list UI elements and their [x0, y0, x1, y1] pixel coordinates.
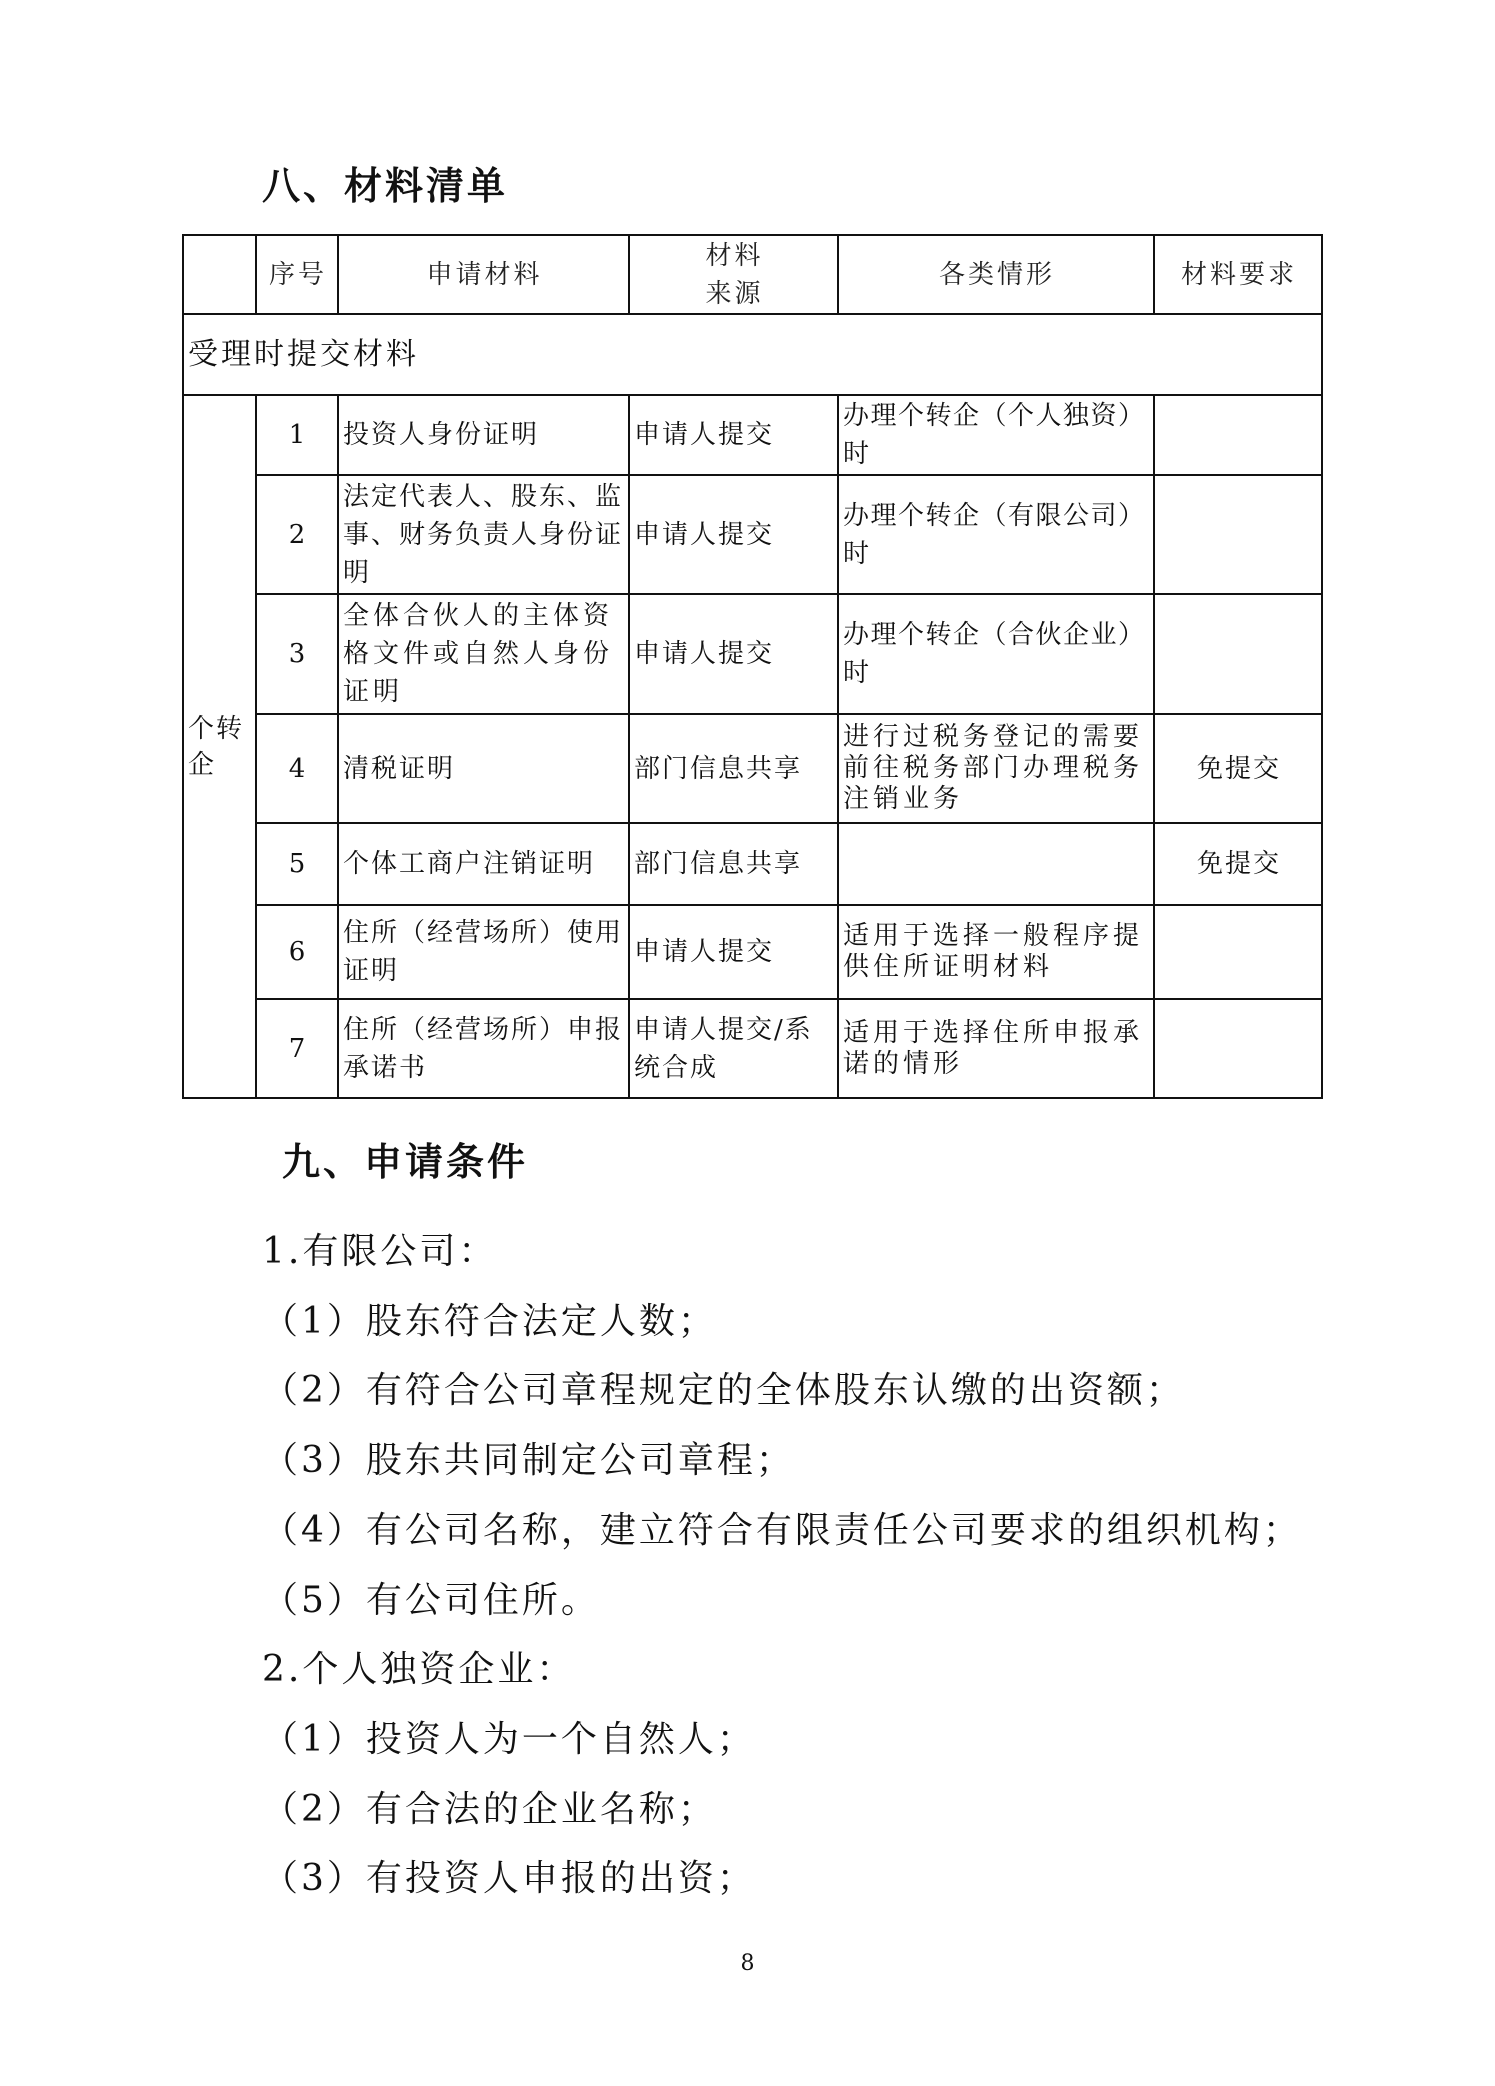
row-material: 住所（经营场所）申报承诺书: [338, 999, 629, 1098]
row-requirement: 免提交: [1154, 823, 1322, 905]
condition-item: （2）有合法的企业名称；: [262, 1788, 717, 1830]
condition-item: （1）股东符合法定人数；: [262, 1300, 717, 1342]
condition-item: （1）投资人为一个自然人；: [262, 1718, 756, 1760]
header-index: 序号: [256, 235, 338, 314]
row-material: 住所（经营场所）使用证明: [338, 905, 629, 999]
table-row: [183, 714, 1322, 823]
table-row: [183, 395, 1322, 475]
condition-group-title: 2.个人独资企业：: [262, 1649, 576, 1691]
table-row: [183, 475, 1322, 594]
row-requirement: [1154, 905, 1322, 999]
condition-item: （4）有公司名称，建立符合有限责任公司要求的组织机构；: [262, 1509, 1302, 1551]
row-source: 申请人提交: [629, 594, 838, 714]
table-row: [183, 823, 1322, 905]
row-situation: 适用于选择一般程序提供住所证明材料: [838, 905, 1154, 999]
row-material: 法定代表人、股东、监事、财务负责人身份证明: [338, 475, 629, 594]
table-row: [183, 905, 1322, 999]
row-situation: [838, 823, 1154, 905]
row-index: 4: [256, 714, 338, 823]
row-material: 个体工商户注销证明: [338, 823, 629, 905]
row-source: 申请人提交: [629, 475, 838, 594]
row-situation: 适用于选择住所申报承诺的情形: [838, 999, 1154, 1098]
row-source: 部门信息共享: [629, 823, 838, 905]
row-index: 6: [256, 905, 338, 999]
condition-item: （3）有投资人申报的出资；: [262, 1858, 756, 1900]
section-heading-conditions: 九、申请条件: [282, 1140, 529, 1184]
header-material: 申请材料: [338, 235, 629, 314]
materials-table: [182, 234, 1323, 1099]
row-situation: 进行过税务登记的需要前往税务部门办理税务注销业务: [838, 714, 1154, 823]
condition-item: （2）有符合公司章程规定的全体股东认缴的出资额；: [262, 1370, 1185, 1412]
row-requirement: 免提交: [1154, 714, 1322, 823]
row-index: 1: [256, 395, 338, 475]
row-requirement: [1154, 999, 1322, 1098]
row-index: 5: [256, 823, 338, 905]
header-blank-cell: [183, 235, 256, 314]
row-source: 申请人提交: [629, 905, 838, 999]
row-index: 2: [256, 475, 338, 594]
row-situation: 办理个转企（个人独资）时: [838, 395, 1154, 475]
group-label: 个转企: [183, 395, 256, 1098]
header-situation: 各类情形: [838, 235, 1154, 314]
table-header-row: [183, 235, 1322, 314]
header-source-cell: [629, 235, 838, 314]
row-material: 全体合伙人的主体资格文件或自然人身份证明: [338, 594, 629, 714]
condition-group-title: 1.有限公司：: [262, 1231, 498, 1272]
condition-item: （3）股东共同制定公司章程；: [262, 1440, 795, 1482]
row-index: 3: [256, 594, 338, 714]
page-number: 8: [740, 1951, 755, 1976]
table-row: [183, 999, 1322, 1098]
row-source: 申请人提交/系统合成: [629, 999, 838, 1098]
section-label: 受理时提交材料: [183, 314, 1322, 395]
row-index: 7: [256, 999, 338, 1098]
row-source: 部门信息共享: [629, 714, 838, 823]
table-row: [183, 594, 1322, 714]
row-situation: 办理个转企（有限公司）时: [838, 475, 1154, 594]
row-situation: 办理个转企（合伙企业）时: [838, 594, 1154, 714]
row-material: 清税证明: [338, 714, 629, 823]
table-section-row: [183, 314, 1322, 395]
row-material: 投资人身份证明: [338, 395, 629, 475]
condition-item: （5）有公司住所。: [262, 1579, 600, 1621]
row-requirement: [1154, 594, 1322, 714]
row-requirement: [1154, 395, 1322, 475]
conditions-list: [262, 1217, 1302, 1914]
section-heading-materials: 八、材料清单: [262, 164, 509, 208]
header-source: 材料来源: [705, 240, 764, 309]
header-requirement: 材料要求: [1154, 235, 1322, 314]
row-requirement: [1154, 475, 1322, 594]
row-source: 申请人提交: [629, 395, 838, 475]
